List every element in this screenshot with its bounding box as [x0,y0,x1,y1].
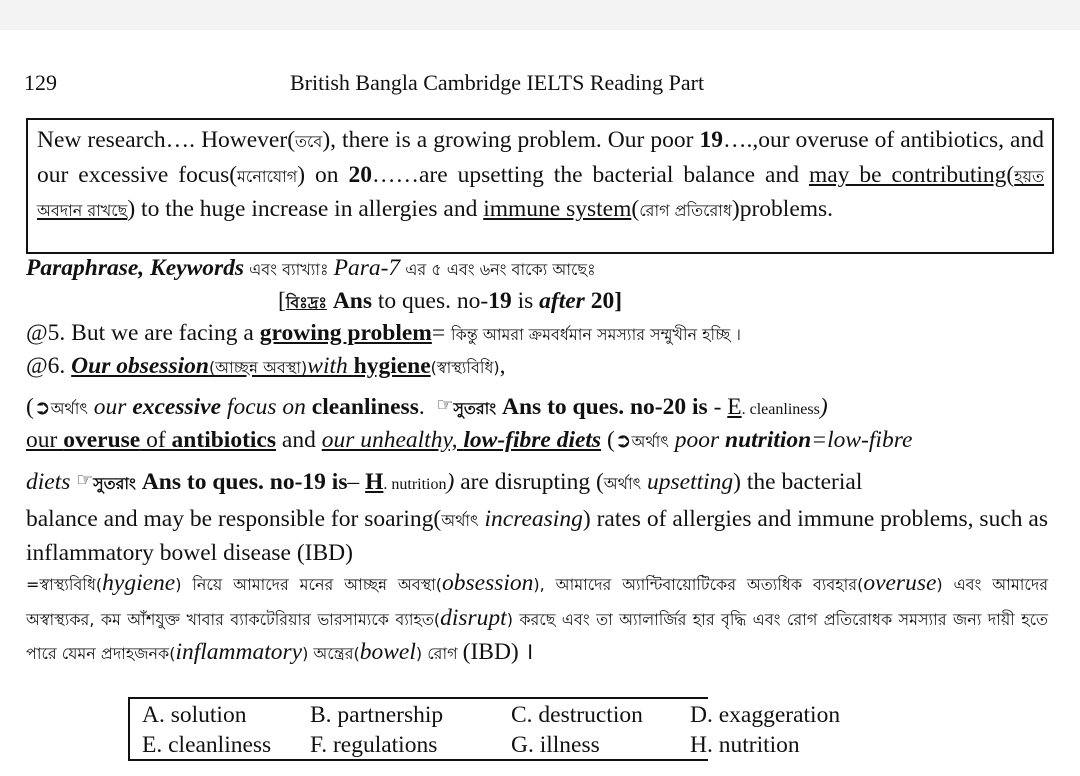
passage-box [26,118,1054,254]
keyword: growing problem [259,320,432,346]
pointing-hand-icon: ☞ [76,470,94,491]
translation-bangla: ) করছে এবং তা অ্যালার্জির হার বৃদ্ধি এবং রোগ প্রতিরোধক সমস্যার জন্য দায়ী হতে পারে যেমন প্রদাহজনক( [26,609,1049,663]
explanation-text: and [276,427,322,453]
sentence-bangla: (স্বাস্থ্যবিধি) [430,358,500,377]
keyword: low-fibre diets [463,427,602,453]
explanation-bangla: অর্থাৎ [50,399,88,418]
paraphrase-bangla: এর ৫ এবং ৬নং বাক্যে আছেঃ [400,260,596,279]
passage-bangla: মনোযোগ [237,166,298,186]
underlined-phrase: may be contributing( [808,161,1015,188]
explanation-line-1 [26,394,1054,423]
answer-text: Ans to ques. no-20 is [496,394,708,420]
answer-options-box [128,697,841,761]
note-bracket: [ [278,288,286,314]
question-number-19: 19 [699,127,723,153]
explanation-text: – [347,469,366,495]
passage-text: ….,our overuse of antibiotics, and our excessive focus( [37,127,1044,188]
note-after: after [539,288,585,314]
note-label: বিঃদ্রঃ [285,293,327,312]
keyword: excessive [132,394,222,420]
sentence-text: = [431,320,451,346]
answer-option: . cleanliness [741,401,820,418]
explanation-text: ) [446,469,455,495]
translation-english: disrupt [440,604,507,631]
paraphrase-bangla: এবং ব্যাখ্যাঃ [244,260,334,279]
option-d: D. exaggeration [690,702,841,728]
explanation-text: diets [26,469,77,495]
keyword: Our obsession [71,353,209,379]
passage-text: New research…. However( [37,127,296,153]
passage-text: ) on [297,161,349,188]
explanation-line-3 [26,469,1054,498]
option-e: E. cleanliness [142,732,272,758]
explanation-bangla: সুতরাং [93,474,136,493]
explanation-text: ) rates of allergies and immune problems, such as inflammatory bowel disease (IBD) [26,506,1048,566]
explanation-bangla: অর্থাৎ [631,432,669,451]
explanation-bangla: অর্থাৎ [603,474,642,493]
translation-bangla: =স্বাস্থ্যবিধি( [26,575,103,594]
bengali-translation [26,567,1048,671]
explanation-line-2 [26,427,1054,456]
translation-bangla: ) এবং আমাদের অস্বাস্থ্যকর, কম আঁশযুক্ত খাবার ব্যাকটেরিয়ার ভারসাম্যকে ব্যাহত( [26,575,1048,629]
translation-bangla: ) রোগ [415,644,463,663]
passage-bangla: তবে [295,132,323,151]
arrow-icon: ➲ [614,428,632,452]
translation-text: (IBD) । [462,639,534,665]
explanation-text: . [418,394,425,420]
explanation-text: are disrupting ( [454,469,604,495]
explanation-text: poor [668,427,726,453]
option-a: A. solution [142,702,247,728]
keyword: hygiene [353,353,431,379]
answer-option: . nutrition [383,476,447,493]
underlined-phrase: immune system [483,196,632,223]
sentence-text: @6. [26,353,72,379]
translation-bangla: ) নিয়ে আমাদের মনের আচ্ছন্ন অবস্থা( [175,575,443,594]
option-c: C. destruction [511,702,643,728]
answer-letter: E [727,394,742,420]
arrow-icon: ➲ [33,395,51,419]
keyword: nutrition [725,427,812,453]
top-band [0,0,1080,30]
note-line [278,288,1080,317]
translation-bangla: ), আমাদের অ্যান্টিবায়োটিকের অত্যধিক ব্যবহার( [533,575,864,594]
sentence-text: with [307,353,354,379]
note-text: Ans [326,288,372,314]
option-b: B. partnership [310,702,444,728]
explanation-text: ( [601,427,615,453]
passage-text: ……are upsetting the bacterial balance and [372,161,809,188]
page-number: 129 [24,70,57,95]
explanation-text: increasing [478,506,583,532]
book-title: British Bangla Cambridge IELTS Reading Part [290,70,705,95]
explanation-text: =low-fibre [811,427,913,453]
answer-text: Ans to ques. no-19 is [135,469,348,495]
paraphrase-heading [26,255,1054,284]
keyword: cleanliness [311,394,419,420]
explanation-text: ) the bacterial [733,469,863,495]
sentence-text: @5. But we are facing a [26,320,260,346]
explanation-text: - [707,394,728,420]
translation-bangla: ) অন্ত্রের( [302,644,360,663]
passage-text: ) to the huge increase in allergies and [127,196,484,223]
paraphrase-label: Paraphrase, Keywords [26,255,245,281]
keyword: antibiotics [171,427,277,453]
explanation-bangla: অর্থাৎ [441,511,479,530]
explanation-text: focus on [221,394,312,420]
translation-english: overuse [863,570,937,596]
answer-letter: H [365,469,384,495]
option-f: F. regulations [310,732,438,758]
explanation-text: upsetting [641,469,734,495]
passage-text: ), there is a growing problem. Our poor [322,127,700,153]
passage-text: )problems. [731,196,834,223]
translation-english: bowel [359,639,416,665]
sentence-text: , [499,353,506,379]
explanation-text: balance and may be responsible for soaring( [26,506,442,532]
translation-english: obsession [442,570,534,596]
explanation-line-4 [26,503,1048,569]
translation-english: inflammatory [175,639,303,665]
passage-bangla: রোগ প্রতিরোধ [639,201,732,221]
para-reference: Para-7 [333,255,401,281]
keyword: overuse [63,427,141,453]
pointing-hand-icon: ☞ [436,395,454,416]
explanation-bangla: সুতরাং [453,399,497,418]
passage-text: ( [631,196,640,223]
passage-bangla: হয়ত অবদান রাখছে [37,166,1045,221]
sentence-6 [26,353,1054,382]
option-h: H. nutrition [690,732,800,758]
explanation-text: ) [819,394,828,420]
note-text: to ques. no- [372,288,489,314]
note-text: is [511,288,540,314]
option-g: G. illness [511,732,600,758]
explanation-text: of [140,427,172,453]
sentence-bangla: (আচ্ছন্ন অবস্থা) [208,358,308,377]
explanation-text: our unhealthy, [321,427,464,453]
translation-english: hygiene [102,570,176,596]
explanation-text: our [26,427,64,453]
explanation-text: our [87,394,133,420]
sentence-bangla: কিন্তু আমরা ক্রমবর্ধমান সমস্যার সম্মুখীন হচ্ছি । [451,325,741,344]
sentence-5 [26,320,1054,349]
page-header [24,70,1054,98]
note-text: 20] [584,288,623,314]
explanation-text: ( [26,394,34,420]
note-number: 19 [488,288,512,314]
question-number-20: 20 [348,161,372,188]
